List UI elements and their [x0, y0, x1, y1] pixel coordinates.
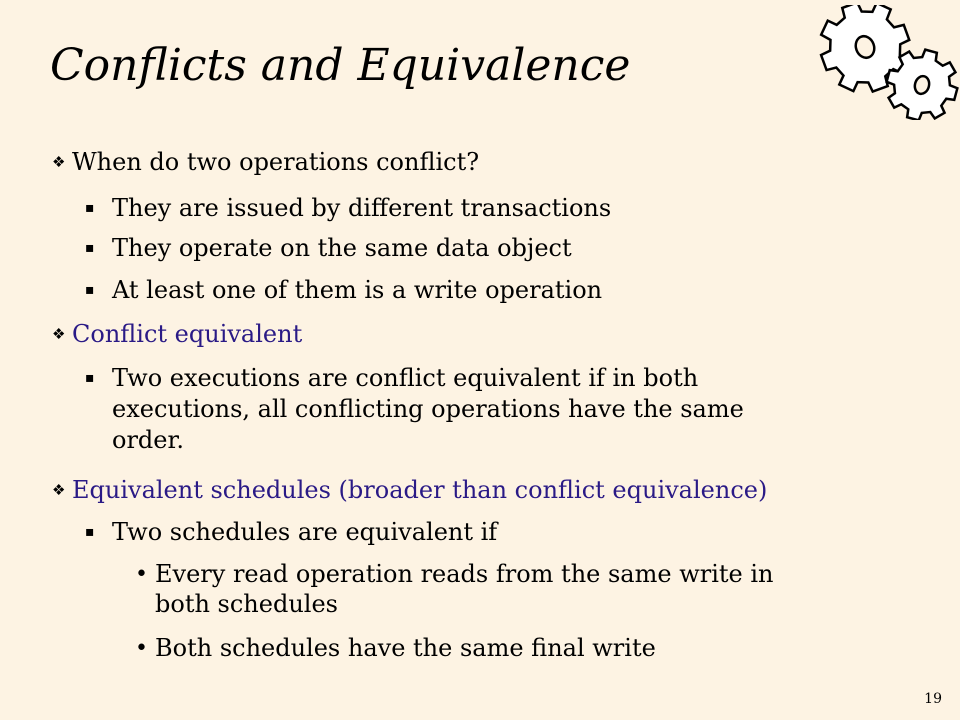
square-bullet-icon: ▪ [85, 370, 95, 386]
sub-bullet-text: They are issued by different transactions [112, 194, 612, 222]
sub-bullet [85, 518, 498, 547]
bullet-conflict-question [52, 148, 480, 177]
sub-bullet-text: At least one of them is a write operation [112, 276, 603, 304]
sub-sub-bullet-text-line: both schedules [155, 590, 338, 618]
sub-sub-bullet [135, 634, 656, 663]
slide-title: Conflicts and Equivalence [50, 40, 631, 91]
sub-bullet-text: Two schedules are equivalent if [112, 518, 498, 546]
slide-number: 19 [924, 691, 942, 707]
bullet-text: Equivalent schedules (broader than conflict equivalence) [72, 476, 768, 504]
sub-bullet-text-line: executions, all conflicting operations have the same [112, 395, 744, 423]
sub-sub-bullet-text-line: Every read operation reads from the same write in [155, 560, 774, 588]
gears-icon [810, 5, 960, 120]
square-bullet-icon: ▪ [85, 200, 95, 216]
square-bullet-icon: ▪ [85, 524, 95, 540]
sub-bullet [85, 364, 832, 455]
sub-bullet-text-line: order. [112, 426, 184, 454]
sub-sub-bullet [135, 560, 875, 619]
bullet-text: When do two operations conflict? [72, 148, 480, 176]
sub-bullet-text-line: Two executions are conflict equivalent if in both [112, 364, 699, 392]
sub-sub-bullet-text: Both schedules have the same final write [155, 634, 656, 662]
square-bullet-icon: ▪ [85, 240, 95, 256]
sub-bullet [85, 234, 572, 263]
square-bullet-icon: ▪ [85, 282, 95, 298]
diamond-bullet-icon: ❖ [52, 153, 66, 171]
diamond-bullet-icon: ❖ [52, 481, 66, 499]
dot-bullet-icon: • [135, 562, 148, 587]
sub-bullet [85, 194, 612, 223]
bullet-conflict-equivalent [52, 320, 303, 349]
bullet-equivalent-schedules [52, 476, 768, 505]
sub-bullet-text: They operate on the same data object [112, 234, 572, 262]
sub-bullet [85, 276, 603, 305]
bullet-text: Conflict equivalent [72, 320, 303, 348]
diamond-bullet-icon: ❖ [52, 325, 66, 343]
dot-bullet-icon: • [135, 636, 148, 661]
